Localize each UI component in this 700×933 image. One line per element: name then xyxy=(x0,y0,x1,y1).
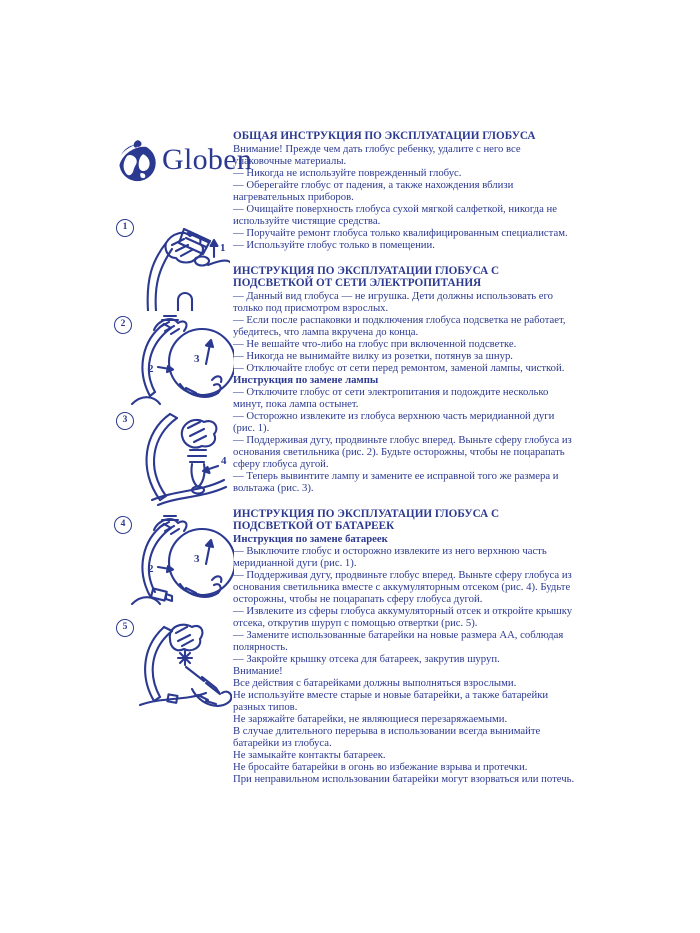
instructions-text xyxy=(233,130,578,785)
paragraph: — Теперь вывинтите лампу и замените ее исправной того же размера и вольтажа (рис. 3). xyxy=(233,469,559,494)
paragraph: — Осторожно извлеките из глобуса верхнюю часть меридианной дуги (рис. 1). xyxy=(233,409,555,434)
figure-1-drawing xyxy=(126,215,230,311)
paragraph: — Не вешайте что-либо на глобус при включенной подсветке. xyxy=(233,337,517,350)
figure-5-illustration xyxy=(112,615,232,715)
paragraph: — Поддерживая дугу, продвиньте глобус вперед. Выньте сферу глобуса из основания светильника вместе с аккумуляторным отсеком (рис. 4). Будьте осторожны, чтобы не поцарапать сферу глобуса дугой. xyxy=(233,568,572,605)
paragraph: — Выключите глобус и осторожно извлеките из него верхнюю часть меридианной дуги (рис. 1). xyxy=(233,544,547,569)
figure-4-number: 4 xyxy=(114,516,132,534)
paragraph: — Извлеките из сферы глобуса аккумуляторный отсек и откройте крышку отсека, открутив шуруп с помощью отвертки (рис. 5). xyxy=(233,604,573,629)
figure-5-number: 5 xyxy=(116,619,134,637)
figure-3-illustration xyxy=(112,408,232,508)
paragraph: — Если после распаковки и подключения глобуса подсветка не работает, убедитесь, что лампа вкручена до конца. xyxy=(233,313,566,338)
paragraph: — Никогда не используйте поврежденный глобус. xyxy=(233,166,462,179)
paragraph: Не замыкайте контакты батареек. xyxy=(233,748,386,761)
brand-logo xyxy=(114,137,252,183)
figure-4-arrow-label-3: 3 xyxy=(194,553,200,565)
lamp-replacement-subheading: Инструкция по замене лампы xyxy=(233,373,379,386)
paragraph: — Отключите глобус от сети электропитания и подождите несколько минут, пока лампа остынет. xyxy=(233,385,549,410)
figure-4-illustration xyxy=(110,512,234,614)
section-general xyxy=(233,130,578,251)
paragraph: Не бросайте батарейки в огонь во избежание взрыва и протечки. xyxy=(233,760,528,773)
section-mains-heading: ИНСТРУКЦИЯ ПО ЭКСПЛУАТАЦИИ ГЛОБУСА С ПОДСВЕТКОЙ ОТ СЕТИ ЭЛЕКТРОПИТАНИЯ xyxy=(233,264,500,289)
paragraph: Все действия с батарейками должны выполняться взрослыми. xyxy=(233,676,517,689)
globe-logo-icon xyxy=(114,137,161,183)
paragraph: В случае длительного перерыва в использовании всегда вынимайте батарейки из глобуса. xyxy=(233,724,541,749)
battery-replacement-subheading: Инструкция по замене батареек xyxy=(233,532,388,545)
paragraph: При неправильном использовании батарейки могут взорваться или потечь. xyxy=(233,772,575,785)
brand-name: Globen xyxy=(162,143,253,176)
paragraph: — Поручайте ремонт глобуса только квалифицированным специалистам. xyxy=(233,226,568,239)
figure-2-illustration xyxy=(110,312,234,410)
section-battery xyxy=(233,508,578,785)
paragraph: — Поддерживая дугу, продвиньте глобус вперед. Выньте сферу глобуса из основания светильника (рис. 2). Будьте осторожны, чтобы не поцарапать сферу глобуса дугой. xyxy=(233,433,572,470)
figure-1-number: 1 xyxy=(116,219,134,237)
paragraph: — Никогда не вынимайте вилку из розетки, потянув за шнур. xyxy=(233,349,513,362)
paragraph: Внимание! Прежде чем дать глобус ребенку, удалите с него все упаковочные материалы. xyxy=(233,142,521,167)
figure-4-drawing xyxy=(124,512,234,612)
paragraph: — Отключайте глобус от сети перед ремонтом, заменой лампы, чисткой. xyxy=(233,361,565,374)
paragraph: Не заряжайте батарейки, не являющиеся перезаряжаемыми. xyxy=(233,712,508,725)
figure-4-arrow-label-2: 2 xyxy=(148,563,154,575)
figure-1-illustration xyxy=(112,215,230,313)
paragraph: — Данный вид глобуса — не игрушка. Дети должны использовать его только под присмотром взрослых. xyxy=(233,289,553,314)
section-battery-heading: ИНСТРУКЦИЯ ПО ЭКСПЛУАТАЦИИ ГЛОБУСА С ПОДСВЕТКОЙ ОТ БАТАРЕЕК xyxy=(233,507,500,532)
paragraph: — Оберегайте глобус от падения, а также нахождения вблизи нагревательных приборов. xyxy=(233,178,514,203)
paragraph: — Очищайте поверхность глобуса сухой мягкой салфеткой, никогда не используйте чистящие средства. xyxy=(233,202,558,227)
paragraph: — Используйте глобус только в помещении. xyxy=(233,238,435,251)
figure-3-arrow-label: 4 xyxy=(221,455,227,467)
paragraph: Внимание! xyxy=(233,664,283,677)
paragraph: — Закройте крышку отсека для батареек, закрутив шуруп. xyxy=(233,652,500,665)
section-mains-power xyxy=(233,265,578,494)
figure-2-arrow-label-3: 3 xyxy=(194,353,200,365)
figure-3-number: 3 xyxy=(116,412,134,430)
figure-2-arrow-label-2: 2 xyxy=(148,363,154,375)
figure-5-drawing xyxy=(126,615,232,713)
paragraph: Не используйте вместе старые и новые батарейки, а также батарейки разных типов. xyxy=(233,688,549,713)
paragraph: — Замените использованные батарейки на новые размера АА, соблюдая полярность. xyxy=(233,628,564,653)
figure-1-arrow-label: 1 xyxy=(220,242,226,254)
figure-3-drawing xyxy=(126,408,232,506)
figure-2-number: 2 xyxy=(114,316,132,334)
section-general-heading: ОБЩАЯ ИНСТРУКЦИЯ ПО ЭКСПЛУАТАЦИИ ГЛОБУСА xyxy=(233,130,536,142)
figure-2-drawing xyxy=(124,312,234,408)
